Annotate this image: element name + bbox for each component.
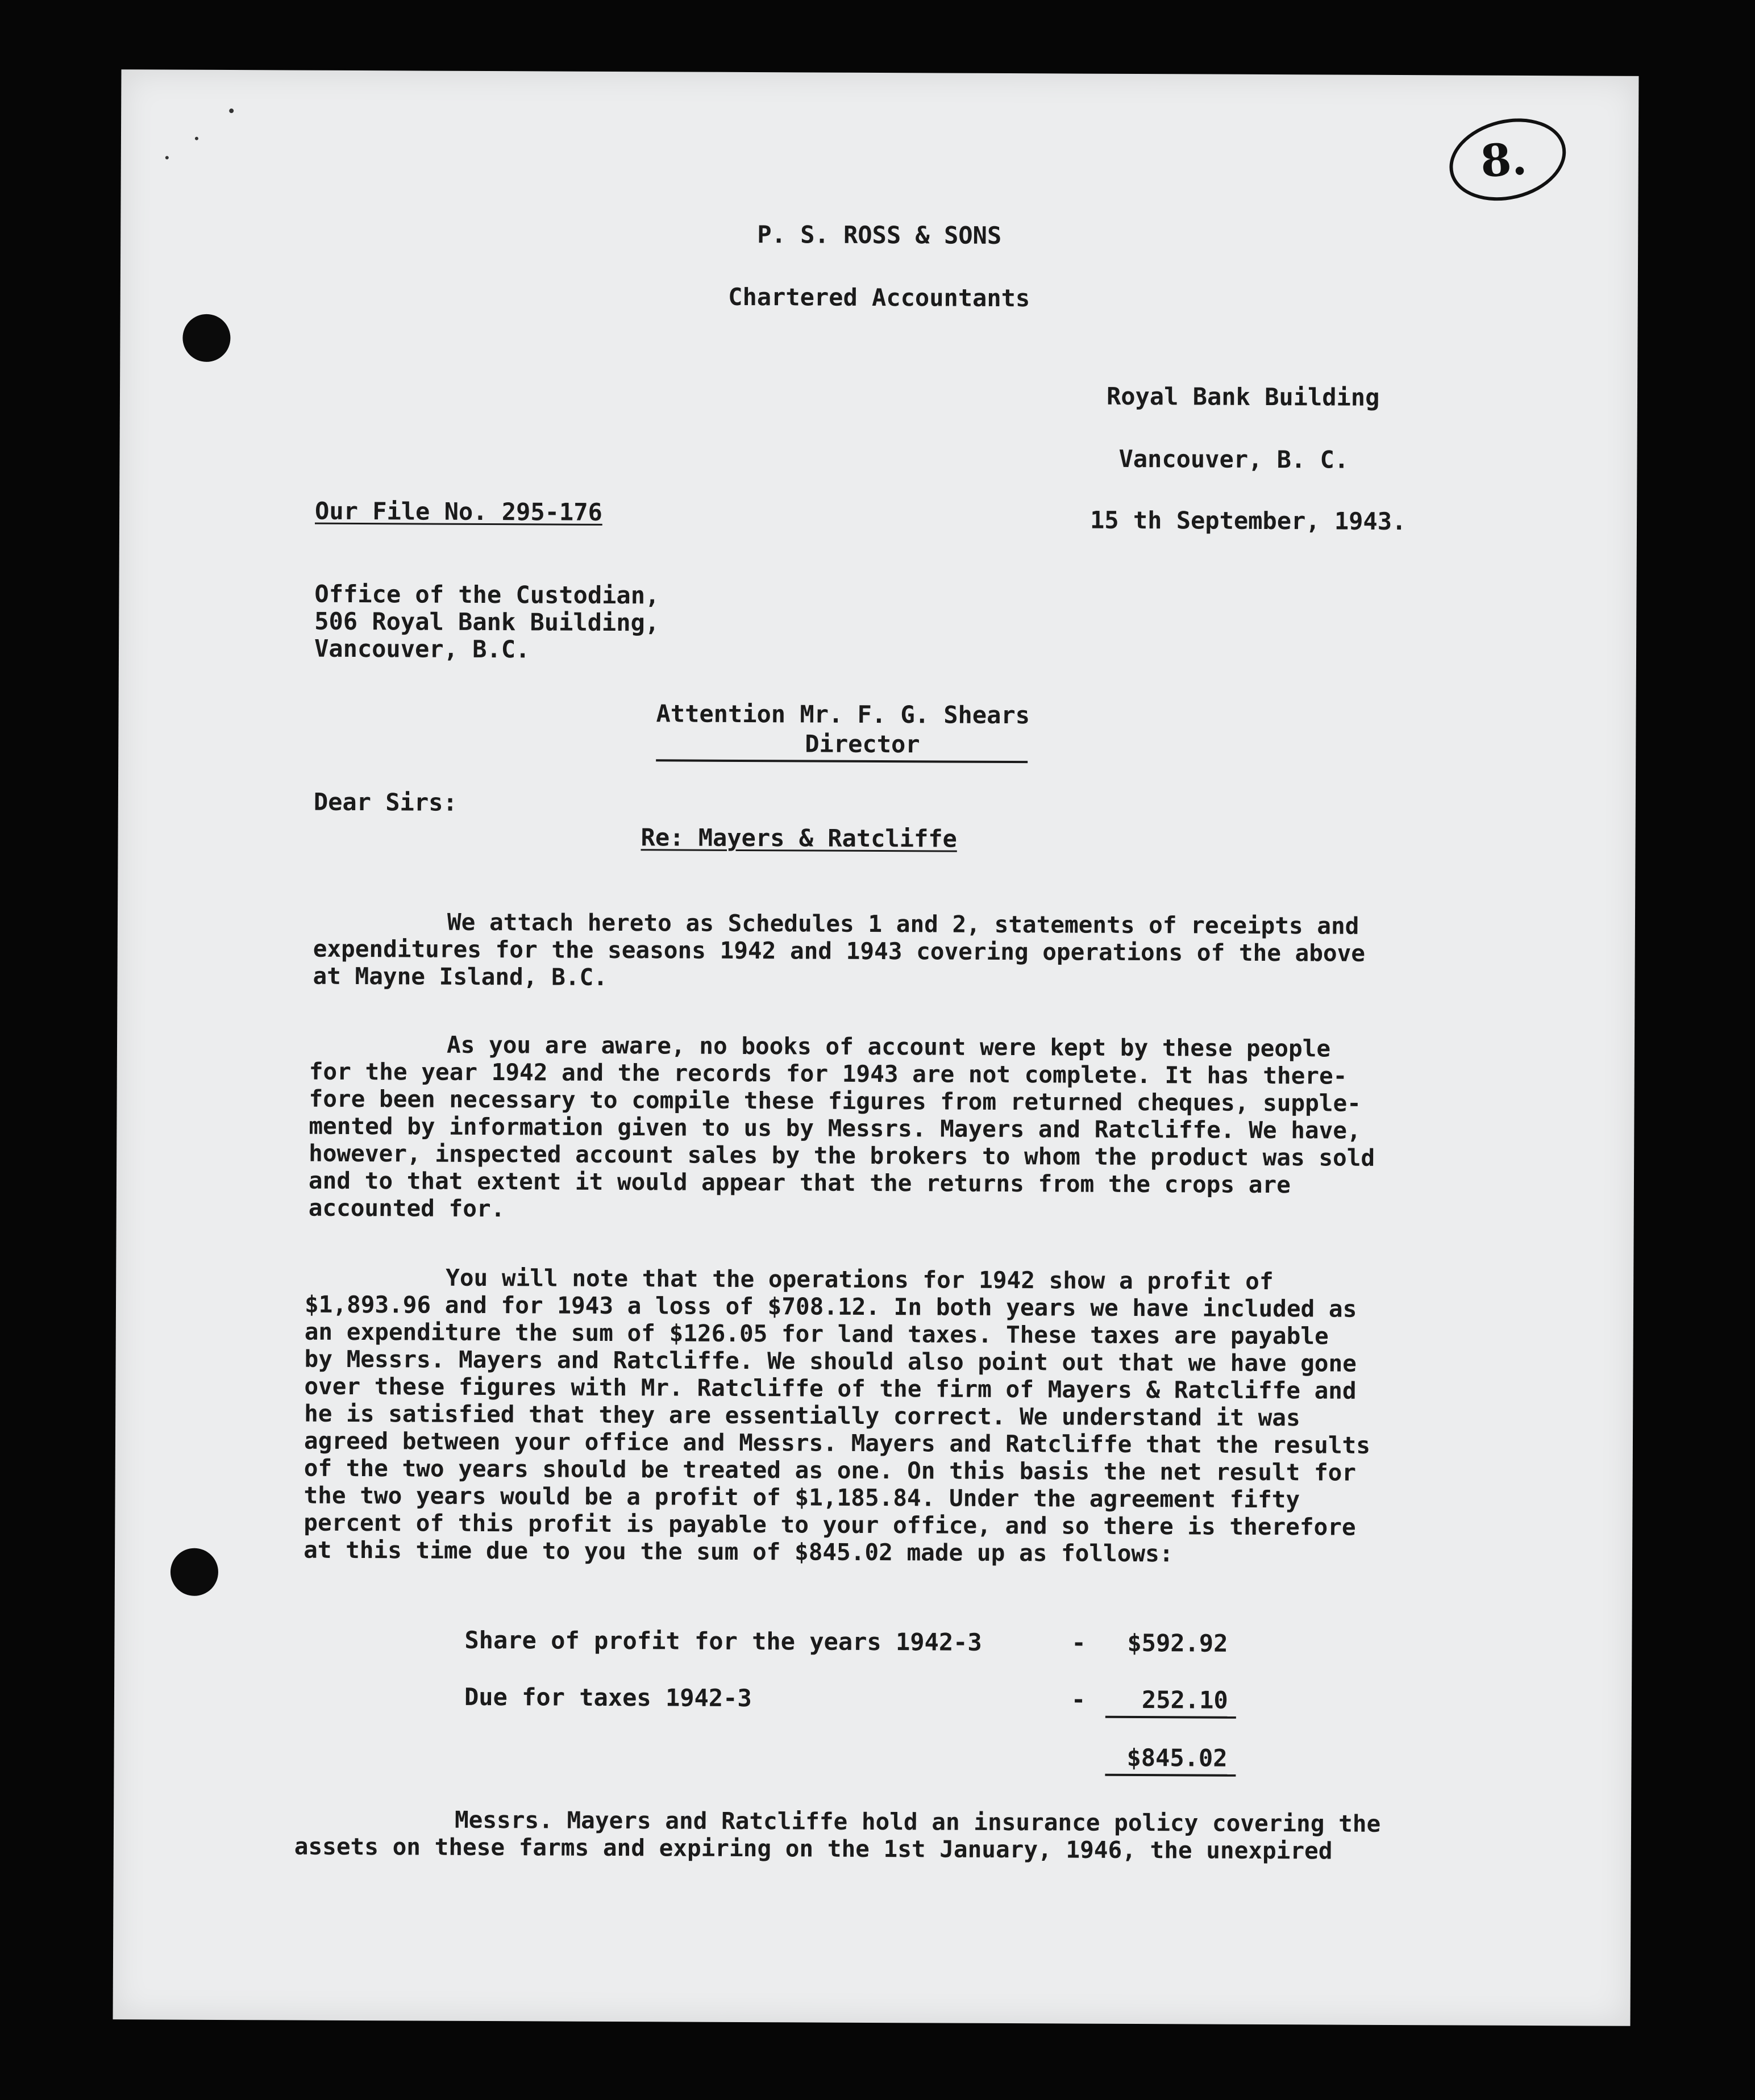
attention-underline bbox=[656, 759, 1028, 763]
paragraph-line: expenditures for the seasons 1942 and 1943 covering operations of the above bbox=[313, 935, 1366, 967]
paragraph-line: at this time due to you the sum of $845.02 made up as follows: bbox=[303, 1536, 1174, 1568]
summary-subtotal-rule bbox=[1105, 1716, 1236, 1719]
subject-line: Re: Mayers & Ratcliffe bbox=[641, 823, 958, 853]
speck bbox=[195, 137, 198, 140]
punch-hole-bottom bbox=[170, 1548, 218, 1596]
speck bbox=[229, 109, 234, 113]
paragraph-line: We attach hereto as Schedules 1 and 2, statements of receipts and bbox=[447, 908, 1359, 940]
summary-total: $845.02 bbox=[1126, 1743, 1228, 1772]
paragraph-line: the two years would be a profit of $1,185.84. Under the agreement fifty bbox=[303, 1481, 1300, 1514]
paragraph-line: an expenditure the sum of $126.05 for land taxes. These taxes are payable bbox=[304, 1318, 1329, 1350]
address-line-1: Royal Bank Building bbox=[1106, 382, 1380, 411]
paragraph-line: he is satisfied that they are essentially correct. We understand it was bbox=[304, 1399, 1300, 1432]
paragraph-line: and to that extent it would appear that the returns from the crops are bbox=[308, 1166, 1291, 1199]
recipient-line-2: 506 Royal Bank Building, bbox=[314, 607, 660, 637]
summary-row-1-label: Share of profit for the years 1942-3 bbox=[464, 1626, 982, 1656]
paragraph-line: agreed between your office and Messrs. Mayers and Ratcliffe that the results bbox=[303, 1427, 1371, 1459]
firm-profession: Chartered Accountants bbox=[728, 282, 1030, 312]
paragraph-3 bbox=[303, 1264, 1371, 1568]
paragraph-line: accounted for. bbox=[308, 1194, 505, 1223]
summary-total-rule bbox=[1105, 1774, 1236, 1777]
paragraph-line: You will note that the operations for 1942 show a profit of bbox=[446, 1264, 1274, 1295]
paragraph-line: mented by information given to us by Messrs. Mayers and Ratcliffe. We have, bbox=[309, 1112, 1361, 1144]
paragraph-line: for the year 1942 and the records for 1943 are not complete. It has there- bbox=[309, 1057, 1348, 1090]
paragraph-line: at Mayne Island, B.C. bbox=[313, 962, 608, 991]
file-number: Our File No. 295-176 bbox=[315, 497, 602, 526]
summary-row-2-dash: - bbox=[1071, 1685, 1086, 1714]
paragraph-2 bbox=[309, 1031, 1375, 1226]
paragraph-line: As you are aware, no books of account were kept by these people bbox=[446, 1031, 1331, 1062]
punch-hole-top bbox=[182, 314, 230, 362]
paragraph-line: fore been necessary to compile these figures from returned cheques, supple- bbox=[309, 1085, 1361, 1117]
firm-name: P. S. ROSS & SONS bbox=[757, 220, 1002, 249]
page-number-stamp bbox=[1441, 107, 1574, 212]
paragraph-line: assets on these farms and expiring on the 1st January, 1946, the unexpired bbox=[294, 1832, 1333, 1865]
paragraph-line: percent of this profit is payable to your office, and so there is therefore bbox=[303, 1509, 1356, 1541]
paragraph-4 bbox=[294, 1806, 1381, 1865]
summary-row-1-dash: - bbox=[1071, 1628, 1086, 1657]
speck bbox=[165, 156, 169, 160]
attention-line: Attention Mr. F. G. Shears bbox=[656, 699, 1030, 730]
recipient-line-1: Office of the Custodian, bbox=[314, 580, 660, 610]
attention-title: Director bbox=[805, 730, 920, 759]
salutation: Dear Sirs: bbox=[313, 788, 458, 816]
recipient-line-3: Vancouver, B.C. bbox=[314, 634, 530, 664]
summary-row-2-label: Due for taxes 1942-3 bbox=[464, 1682, 752, 1713]
paragraph-line: of the two years should be treated as one. On this basis the net result for bbox=[303, 1454, 1357, 1486]
summary-row-2-amount: 252.10 bbox=[1141, 1686, 1228, 1714]
summary-row-1-amount: $592.92 bbox=[1127, 1628, 1228, 1657]
address-line-2: Vancouver, B. C. bbox=[1118, 444, 1349, 474]
paragraph-line: however, inspected account sales by the brokers to whom the product was sold bbox=[309, 1139, 1375, 1172]
paragraph-line: over these figures with Mr. Ratcliffe of the firm of Mayers & Ratcliffe and bbox=[304, 1372, 1357, 1405]
letter-page bbox=[113, 69, 1639, 2026]
paragraph-1 bbox=[313, 908, 1365, 994]
paragraph-line: $1,893.96 and for 1943 a loss of $708.12. In both years we have included as bbox=[304, 1290, 1357, 1323]
paragraph-line: by Messrs. Mayers and Ratcliffe. We should also point out that we have gone bbox=[304, 1345, 1357, 1377]
letter-date: 15 th September, 1943. bbox=[1089, 506, 1407, 536]
page-number-mark: 8. bbox=[1479, 133, 1529, 188]
paragraph-line: Messrs. Mayers and Ratcliffe hold an insurance policy covering the bbox=[454, 1806, 1381, 1838]
